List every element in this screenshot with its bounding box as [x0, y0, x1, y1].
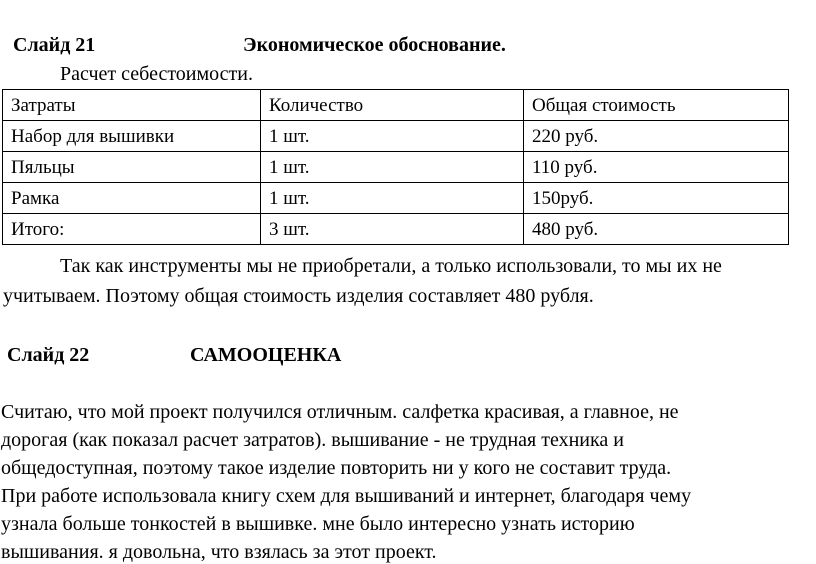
header-cell-expenses: Затраты [3, 90, 261, 121]
cost-table [2, 89, 789, 245]
table-cell: 110 руб. [524, 152, 789, 183]
slide-21-title: Экономическое обоснование. [243, 34, 506, 56]
table-row [3, 152, 789, 183]
table-total-row [3, 214, 789, 245]
slide-22-title: САМООЦЕНКА [190, 344, 342, 366]
paragraph-2-line: вышивания. я довольна, что взялась за этот проект. [1, 541, 437, 563]
paragraph-2-line: узнала больше тонкостей в вышивке. мне было интересно узнать историю [1, 513, 635, 535]
table-row [3, 183, 789, 214]
cost-calculation-heading: Расчет себестоимости. [60, 63, 253, 85]
table-cell: 480 руб. [524, 214, 789, 245]
slide-22-number: Слайд 22 [7, 344, 90, 366]
paragraph-2-line: дорогая (как показал расчет затратов). вышивание - не трудная техника и [1, 429, 624, 451]
table-cell: 220 руб. [524, 121, 789, 152]
table-cell: 1 шт. [261, 183, 524, 214]
table-row [3, 121, 789, 152]
slide-21-number: Слайд 21 [13, 34, 96, 56]
table-cell: Рамка [3, 183, 261, 214]
table-cell: Итого: [3, 214, 261, 245]
paragraph-2-line: Считаю, что мой проект получился отличным. салфетка красивая, а главное, не [1, 401, 679, 423]
paragraph-1-line: Так как инструменты мы не приобретали, а только использовали, то мы их не [60, 255, 722, 277]
header-cell-quantity: Количество [261, 90, 524, 121]
table-cell: 150руб. [524, 183, 789, 214]
table-header-row [3, 90, 789, 121]
paragraph-2-line: общедоступная, поэтому такое изделие повторить ни у кого не составит труда. [1, 457, 672, 479]
paragraph-1-line: учитываем. Поэтому общая стоимость изделия составляет 480 рубля. [3, 285, 594, 307]
table-cell: Набор для вышивки [3, 121, 261, 152]
table-cell: 3 шт. [261, 214, 524, 245]
table-cell: 1 шт. [261, 152, 524, 183]
header-cell-total-cost: Общая стоимость [524, 90, 789, 121]
table-cell: Пяльцы [3, 152, 261, 183]
paragraph-2-line: При работе использовала книгу схем для вышиваний и интернет, благодаря чему [1, 485, 692, 507]
table-cell: 1 шт. [261, 121, 524, 152]
